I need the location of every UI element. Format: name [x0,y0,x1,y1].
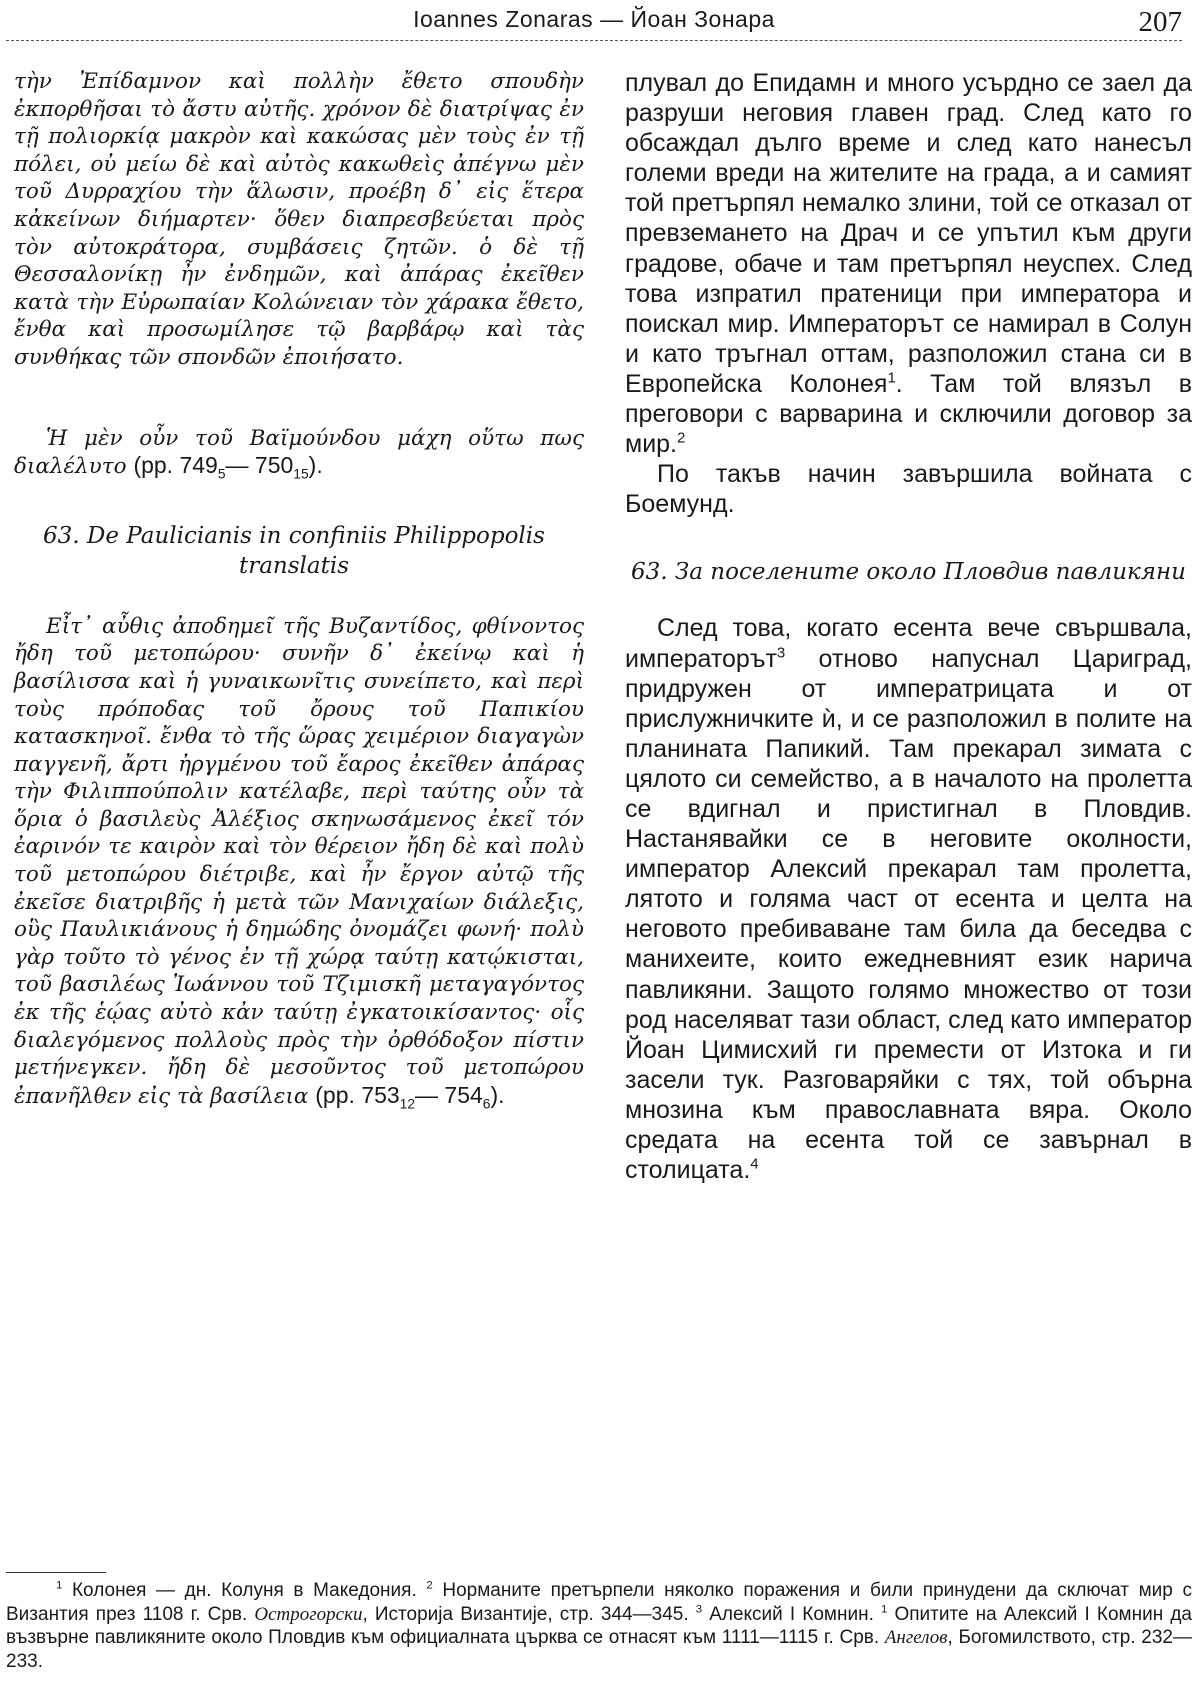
bulgarian-section-heading: 63. За поселените около Пловдив павликяни [631,559,1186,586]
footnote-ref-2: 2 [677,429,686,447]
greek-passage-3 [14,613,584,1111]
greek-column [14,68,584,1110]
bulgarian-paragraph-1: плувал до Епидамн и много усърдно се заел да разруши неговия главен град. След като го обсаждал дълго време и след като нанесъл големи вреди на жителите на града, а и самият той претърпял немалко злини, той се отказал от превземането на Драч и се упътил към други градове, обаче и там претърпял неуспех. След това изпратил пратеници при императора и поискал мир. Императорът се намирал в Солун и като тръгнал оттам, разположил стана си в Европейска Колонея$^1$. Там той влязъл в преговори с варварина и сключили договор за мир.$^2$ [625,69,1192,459]
greek-passage-3-text: Εἶτ᾽ αὖθις ἀποδημεῖ τῆς Βυζαντίδος, φθίνοντος ἤδη τοῦ μετοπώρου· συνῆν δ᾽ ἐκείνῳ καὶ ἡ βασίλισσα καὶ ἡ γυναικωνῖτις συνείπετο, καὶ περὶ τοὺς πρόποδας τοῦ ὄρους τοῦ Παπικίου κατασκηνοῖ. ἔνθα τὸ τῆς ὥρας χειμέριον διαγαγὼν παγγενῆ, ἄρτι ἠργμένου τοῦ ἔαρος ἐκεῖθεν ἀπάρας τὴν Φιλιππούπολιν κατέλαβε, περὶ ταύτης οὖν τὰ ὅρια ὁ βασιλεὺς Ἀλέξιος σκηνωσάμενος ἐκεῖ τόν ἐαρινόν τε καιρὸν καὶ τὸν θέρειον ἤδη δὲ καὶ πολὺ τοῦ μετοπώρου διέτριβε, καὶ ἦν ἔργον αὐτῷ τῆς ἐκεῖσε διατριβῆς ἡ μετὰ τῶν Μανιχαίων διάλεξις, οὓς Παυλικιάνους ἡ δημώδης ὀνομάζει φωνή· πολὺ γὰρ τοῦτο τὸ γένος ἐν τῇ χώρᾳ ταύτῃ κατῴκισται, τοῦ βασιλέως Ἰωάννου τοῦ Τζιμισκῆ μεταγαγόντος ἐκ τῆς ἑῴας αὐτὸ κἀν ταύτῃ ἐγκατοικίσαντος· οἷς διαλεγόμενος πολλοὺς πρὸς τὴν ὀρθόδοξον πίστιν μετήνεγκεν. ἤδη δὲ μεσοῦντος τοῦ μετοπώρου ἐπανῆλθεν εἰς τὰ βασίλεια [14,613,584,1109]
greek-passage-2-text: Ἡ μὲν οὖν τοῦ Βαϊμούνδου μάχη οὕτω πως διαλέλυτο [14,425,584,480]
bulgarian-column [625,68,1192,1185]
running-title: Ioannes Zonaras — Йоан Зонара [413,6,775,32]
footnote-ref-3: 3 [776,644,786,662]
latin-section-heading: 63. De Paulicianis in confiniis Philippopolis translatis [43,522,545,579]
greek-passage-2 [14,425,584,481]
footnote-ref-4: 4 [750,1155,759,1173]
page-number: 207 [1138,6,1182,38]
greek-passage-1: τὴν Ἐπίδαμνον καὶ πολλὴν ἔθετο σπουδὴν ἐκπορθῆσαι τὸ ἄστυ αὐτῆς. χρόνον δὲ διατρίψας ἐν τῇ πολιορκίᾳ μακρὸν καὶ κακώσας μὲν τοὺς ἐν τῇ πόλει, οὐ μείω δὲ καὶ αὐτὸς κακωθεὶς ἀπέγνω μὲν τοῦ Δυρραχίου τὴν ἅλωσιν, προέβη δ᾽ εἰς ἕτερα κἀκείνων διήμαρτεν· ὅθεν διαπρεσβεύεται πρὸς τὸν αὐτοκράτορα, συμβάσεις ζητῶν. ὁ δὲ τῇ Θεσσαλονίκῃ ἦν ἐνδημῶν, καὶ ἀπάρας ἐκεῖθεν κατὰ τὴν Εὐρωπαίαν Κολώνειαν τὸν χάρακα ἔθετο, ἔνθα καὶ προσωμίλησε τῷ βαρβάρῳ καὶ τὰς συνθήκας τῶν σπονδῶν ἐποιήσατο. [14,69,584,370]
footnotes [6,1572,1192,1673]
footnote-rule [6,1572,106,1573]
greek-passage-3-reference: (pp. $753_{12}—$ $754_6$). [315,1081,505,1112]
footnote-text: $^1$ Колонея — дн. Колуня в Македония. $^2$ Норманите претърпели няколко поражения и били принудени да сключат мир с Византия през 1108 г. Срв. Острогорски, Историја Византије, стр. 344—345. $^3$ Алексий I Комнин. $^1$ Опитите на Алексий I Комнин да възвърне павликяните около Пловдив към официалната църква се отнасят към 1111—1115 г. Срв. Ангелов, Богомилството, стр. 232—233. [6,1579,1193,1672]
bulgarian-paragraph-3: След това, когато есента вече свършвала, императорът$^3$ отново напуснал Цариград, придружен от императрицата и от прислужничките ѝ, и се разположил в полите на планината Папикий. Там прекарал зимата с цялото си семейство, а в началото на пролетта се вдигнал и пристигнал в Пловдив. Настанявайки се в неговите околности, император Алексий прекарал там пролетта, лятото и голяма част от есента и целта на неговото пребиваване там била да беседва с манихеите, които ежедневният език нарича павликяни. Защото голямо множество от този род населяват тази област, след като император Йоан Цимисхий ги премести от Изтока и ги засели тук. Разговаряйки с тях, той обърна мнозина към православната вяра. Около средата на есента той се завърнал в столицата.$^4$ [625,614,1192,1185]
running-header [6,4,1194,44]
bulgarian-paragraph-2: По такъв начин завършила войната с Боемунд. [625,460,1192,519]
header-rule [6,40,1182,41]
greek-passage-2-reference: (pp. $749_5—$ $750_{15}$). [133,452,323,482]
footnote-ref-1: 1 [887,369,896,387]
